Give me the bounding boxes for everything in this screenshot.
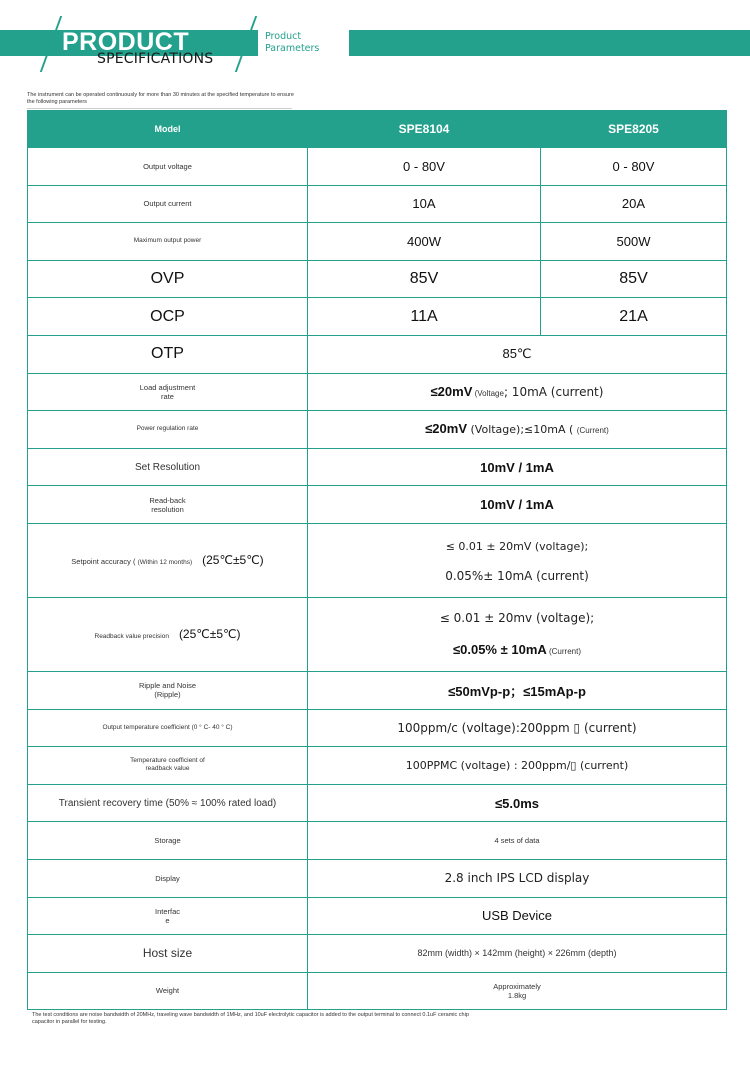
row-label-line: resolution — [151, 504, 184, 514]
value-part: (Current) — [546, 647, 581, 657]
temperature-range: (25℃±5℃) — [178, 627, 241, 642]
cell-value — [308, 523, 727, 597]
table-row — [28, 897, 727, 935]
value-line: 0.05%± 10mA (current) — [445, 569, 589, 584]
header-model: Model — [28, 111, 308, 148]
cell-value: 0 - 80V — [308, 148, 541, 186]
cell-value: 11A — [308, 298, 541, 336]
table-row — [28, 822, 727, 860]
page-title: PRODUCT — [62, 28, 190, 56]
row-label — [28, 671, 308, 709]
value-part: (Current) — [576, 426, 609, 436]
header-model-2: SPE8205 — [541, 111, 727, 148]
cell-value: 82mm (width) × 142mm (height) × 226mm (depth) — [308, 935, 727, 973]
value-part: ≤0.05% ± 10mA — [453, 642, 547, 658]
cell-value: 20A — [541, 185, 727, 223]
value-line — [308, 641, 726, 659]
row-label: OVP — [28, 260, 308, 298]
row-label: Maximum output power — [28, 223, 308, 261]
cell-value: 100PPMC (voltage) : 200ppm/▯ (current) — [308, 747, 727, 785]
table-row — [28, 411, 727, 449]
row-label-line: Interfac — [154, 906, 180, 916]
cell-value: 21A — [541, 298, 727, 336]
row-label-part: Readback value precision — [94, 633, 169, 641]
cell-value: 2.8 inch IPS LCD display — [308, 859, 727, 897]
cell-value — [308, 411, 727, 449]
cell-value: 10mV / 1mA — [308, 486, 727, 524]
table-row — [28, 223, 727, 261]
value-line: ≤ 0.01 ± 20mV (voltage); — [445, 540, 589, 554]
value-line: ≤ 0.01 ± 20mv (voltage); — [439, 611, 595, 626]
row-label: Transient recovery time (50% ≈ 100% rated load) — [28, 784, 308, 822]
row-label: OCP — [28, 298, 308, 336]
row-label-part: (Within 12 months) — [137, 559, 193, 567]
table-row — [28, 935, 727, 973]
table-row — [28, 486, 727, 524]
table-row — [28, 747, 727, 785]
row-label-line: Load adjustment — [139, 382, 196, 392]
row-label: Output current — [28, 185, 308, 223]
row-label — [28, 373, 308, 411]
row-label — [28, 897, 308, 935]
temperature-range: (25℃±5℃) — [202, 553, 264, 568]
intro-note: The instrument can be operated continuously for more than 30 minutes at the specified temperature to ensure the following parameters — [27, 92, 294, 105]
row-label: Output temperature coefficient (0 ° C- 40 ° C) — [28, 709, 308, 747]
row-label-line: rate — [161, 391, 174, 401]
table-row — [28, 185, 727, 223]
cell-value — [308, 597, 727, 671]
row-label: Storage — [28, 822, 308, 860]
row-label: Power regulation rate — [28, 411, 308, 449]
row-label — [28, 486, 308, 524]
cell-value: 4 sets of data — [308, 822, 727, 860]
table-row — [28, 448, 727, 486]
row-label-line: Read-back — [149, 495, 186, 505]
table-row — [28, 709, 727, 747]
value-part: ; 10mA (current) — [503, 384, 604, 399]
table-row — [28, 597, 727, 671]
table-row — [28, 373, 727, 411]
spec-table — [27, 110, 727, 1010]
cell-value — [308, 972, 727, 1010]
cell-value: 0 - 80V — [541, 148, 727, 186]
row-label: Output voltage — [28, 148, 308, 186]
divider — [27, 108, 292, 109]
page-subtitle: SPECIFICATIONS — [97, 51, 214, 67]
table-row — [28, 148, 727, 186]
cell-value: 10A — [308, 185, 541, 223]
row-label — [28, 523, 308, 597]
cell-value: USB Device — [308, 897, 727, 935]
row-label: Set Resolution — [28, 448, 308, 486]
cell-value: 85℃ — [308, 335, 727, 373]
row-label-line: (Ripple) — [154, 690, 181, 700]
cell-value: 10mV / 1mA — [308, 448, 727, 486]
value-part: ≤20mV — [425, 421, 467, 437]
cell-value: 400W — [308, 223, 541, 261]
value-part: ≤20mV — [430, 383, 473, 399]
parameters-label — [265, 31, 319, 55]
table-row — [28, 523, 727, 597]
cell-value: 85V — [541, 260, 727, 298]
table-row — [28, 298, 727, 336]
row-label: Weight — [28, 972, 308, 1010]
value-part: (Voltage — [472, 388, 504, 398]
table-row — [28, 671, 727, 709]
parameters-label-line1: Product — [265, 31, 302, 42]
header-bar-right — [349, 30, 750, 56]
value-part: (Voltage);≤10mA ( — [467, 423, 577, 437]
cell-value: ≤50mVp-p；≤15mAp-p — [308, 671, 727, 709]
row-label: OTP — [28, 335, 308, 373]
cell-value: ≤5.0ms — [308, 784, 727, 822]
table-row — [28, 260, 727, 298]
table-row — [28, 784, 727, 822]
value-line: 1.8kg — [507, 990, 527, 1000]
row-label-line: readback value — [145, 765, 190, 773]
cell-value: 100ppm/c (voltage):200ppm ▯ (current) — [308, 709, 727, 747]
row-label-line: e — [165, 915, 170, 925]
cell-value — [308, 373, 727, 411]
table-row — [28, 859, 727, 897]
row-label-part: Setpoint accuracy ( — [71, 557, 138, 567]
row-label: Display — [28, 859, 308, 897]
row-label-line: Ripple and Noise — [138, 681, 197, 691]
row-label — [28, 747, 308, 785]
table-row — [28, 335, 727, 373]
value-line: Approximately — [493, 981, 541, 991]
table-header-row — [28, 111, 727, 148]
row-label — [28, 597, 308, 671]
table-row — [28, 972, 727, 1010]
cell-value: 500W — [541, 223, 727, 261]
footnote: The test conditions are noise bandwidth of 20MHz, traveling wave bandwidth of 1MHz, and 10uF electrolytic capacitor is added to the output terminal to connect 0.1uF ceramic chip capacitor in parallel for testing. — [32, 1012, 469, 1025]
row-label: Host size — [28, 935, 308, 973]
parameters-label-line2: Parameters — [265, 43, 320, 54]
cell-value: 85V — [308, 260, 541, 298]
row-label-line: Temperature coefficient of — [130, 757, 205, 765]
header-model-1: SPE8104 — [308, 111, 541, 148]
